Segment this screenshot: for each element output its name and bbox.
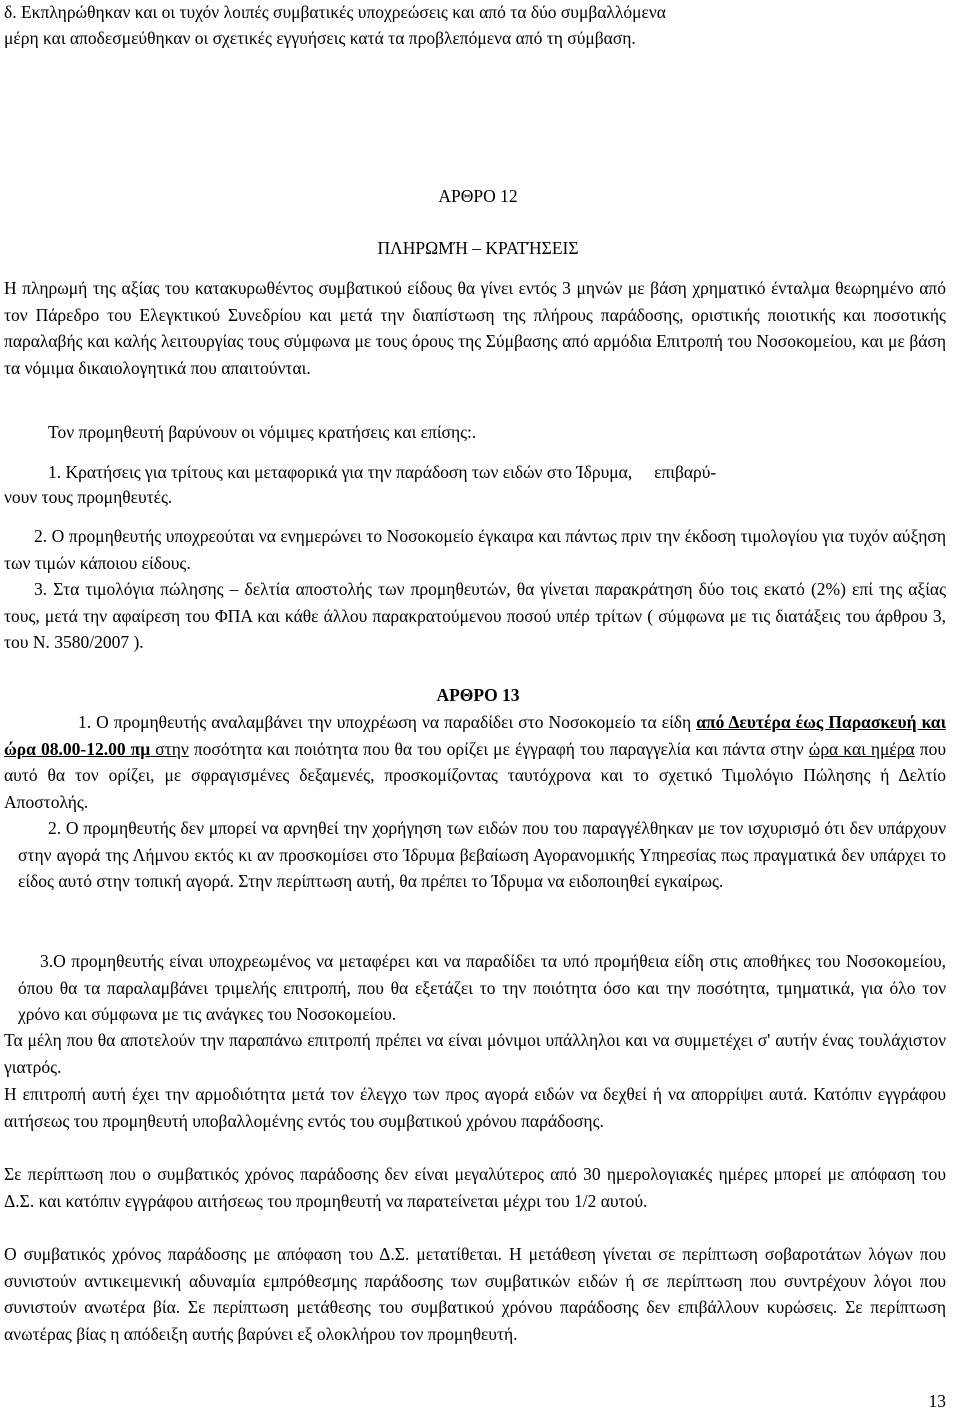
page-number: 13	[928, 1391, 946, 1411]
article-13-item-3: 3.Ο προμηθευτής είναι υποχρεωμένος να μεταφέρει και να παραδίδει τα υπό προμήθεια είδη στις αποθήκες του Νοσοκομείου, όπου θα τα παραλαμβάνει τριμελής επιτροπή, που θα εξετάζει το την ποιότητα όσο και την ποσότητα, τμηματικά, για όλο τον χρόνο και σύμφωνα με τις ανάγκες του Νοσοκομείου.	[18, 951, 946, 1024]
article-13-item-1	[4, 709, 946, 815]
delta-clause-line1: δ. Εκπληρώθηκαν και οι τυχόν λοιπές συμβατικές υποχρεώσεις και από τα δύο συμβαλλόμενα	[4, 2, 666, 22]
delivery-schedule: από Δευτέρα έως Παρασκευή και ώρα 08.00-12.00 πμ	[4, 712, 946, 759]
article-12-heading: ΑΡΘΡΟ 12	[438, 186, 518, 206]
delivery-time-underlined: ώρα και ημέρα	[808, 738, 915, 759]
article-13-delivery-extension: Σε περίπτωση που ο συμβατικός χρόνος παράδοσης δεν είναι μεγαλύτερος από 30 ημερολογιακές ημέρες μπορεί με απόφαση του Δ.Σ. και κατόπιν εγγράφου αιτήσεως του προμηθευτή να παρατείνεται μέχρι του 1/2 αυτού.	[4, 1164, 946, 1211]
article-12-item-1-line2: νουν τους προμηθευτές.	[4, 487, 173, 507]
article-12-item-2: 2. Ο προμηθευτής υποχρεούται να ενημερώνει το Νοσοκομείο έγκαιρα και πάντως πριν την έκδοση τιμολογίου για τυχόν αύξηση των τιμών κάποιου είδους.	[4, 526, 946, 573]
article-13-item-1-text: 1. Ο προμηθευτής αναλαμβάνει την υποχρέωση να παραδίδει στο Νοσοκομείο τα είδη	[78, 712, 697, 732]
article-13-committee-members: Τα μέλη που θα αποτελούν την παραπάνω επιτροπή πρέπει να είναι μόνιμοι υπάλληλοι και να συμμετέχει σ' αυτήν ένας τουλάχιστον γιατρός.	[4, 1030, 946, 1077]
article-13-item-2: 2. Ο προμηθευτής δεν μπορεί να αρνηθεί την χορήγηση των ειδών που του παραγγέλθηκαν με τον ισχυρισμό ότι δεν υπάρχουν στην αγορά της Λήμνου εκτός κι αν προσκομίσει στο Ίδρυμα βεβαίωση Αγορανομικής Υπηρεσίας πως πραγματικά δεν υπάρχει το είδος αυτό στην τοπική αγορά. Στην περίπτωση αυτή, θα πρέπει το Ίδρυμα να ειδοποιηθεί εγκαίρως.	[18, 818, 946, 891]
article-13-heading: ΑΡΘΡΟ 13	[436, 685, 520, 705]
delivery-quantity-underlined: στην	[150, 738, 189, 759]
article-13-item-1-text-end: που αυτό θα τον ορίζει, με σφραγισμένες δεξαμενές, προσκομίζοντας ταυτόχρονα και το σχετικό Τιμολόγιο Πώλησης ή Δελτίο Αποστολής.	[4, 738, 947, 812]
article-12-item-3: 3. Στα τιμολόγια πώλησης – δελτία αποστολής των προμηθευτών, θα γίνεται παρακράτηση δύο τοις εκατό (2%) επί της αξίας τους, μετά την αφαίρεση του ΦΠΑ και κάθε άλλου παρακρατούμενου ποσού υπέρ τρίτων ( σύμφωνα με τις διατάξεις του άρθρου 3, του Ν. 3580/2007 ).	[4, 579, 946, 652]
article-13-delivery-shift: Ο συμβατικός χρόνος παράδοσης με απόφαση του Δ.Σ. μετατίθεται. Η μετάθεση γίνεται σε περίπτωση σοβαροτάτων λόγων που συνιστούν αντικειμενική αδυναμία εμπρόθεσμης παράδοσης των συμβατικών ειδών ή σε περίπτωση που συντρέχουν λόγοι που συνιστούν ανωτέρα βία. Σε περίπτωση μετάθεσης του συμβατικού χρόνου παράδοσης δεν επιβάλλουν κυρώσεις. Σε περίπτωση ανωτέρας βίας η απόδειξη αυτής βαρύνει εξ ολοκλήρου τον προμηθευτή.	[4, 1244, 946, 1344]
article-13-committee-authority: Η επιτροπή αυτή έχει την αρμοδιότητα μετά τον έλεγχο των προς αγορά ειδών να δεχθεί ή να απορρίψει αυτά. Κατόπιν εγγράφου αιτήσεως του προμηθευτή υποβαλλομένης εντός του συμβατικού χρόνου παράδοσης.	[4, 1084, 946, 1131]
article-12-subheading: ΠΛΗΡΩΜΉ – ΚΡΑΤΉΣΕΙΣ	[377, 238, 579, 258]
article-12-payment-paragraph: Η πληρωμή της αξίας του κατακυρωθέντος συμβατικού είδους θα γίνει εντός 3 μηνών με βάση χρηματικό ένταλμα θεωρημένο από τον Πάρεδρο του Ελεγκτικού Συνεδρίου και μετά την διαπίστωση της πλήρους παράδοσης, οριστικής ποιοτικής και ποσοτικής παραλαβής και καλής λειτουργίας τους σύμφωνα με τους όρους της Σύμβασης από αρμόδια Επιτροπή του Νοσοκομείου, και με βάση τα νόμιμα δικαιολογητικά που απαιτούνται.	[4, 278, 946, 378]
article-12-item-1-line1: 1. Κρατήσεις για τρίτους και μεταφορικά για την παράδοση των ειδών στο Ίδρυμα, επιβαρύ-	[48, 462, 717, 482]
delta-clause-line2: μέρη και αποδεσμεύθηκαν οι σχετικές εγγυήσεις κατά τα προβλεπόμενα από τη σύμβαση.	[4, 28, 636, 48]
article-12-deductions-intro: Τον προμηθευτή βαρύνουν οι νόμιμες κρατήσεις και επίσης:.	[48, 422, 477, 442]
article-13-item-1-text-mid: ποσότητα και ποιότητα που θα του ορίζει με έγγραφή του παραγγελία και πάντα στην	[188, 738, 809, 759]
